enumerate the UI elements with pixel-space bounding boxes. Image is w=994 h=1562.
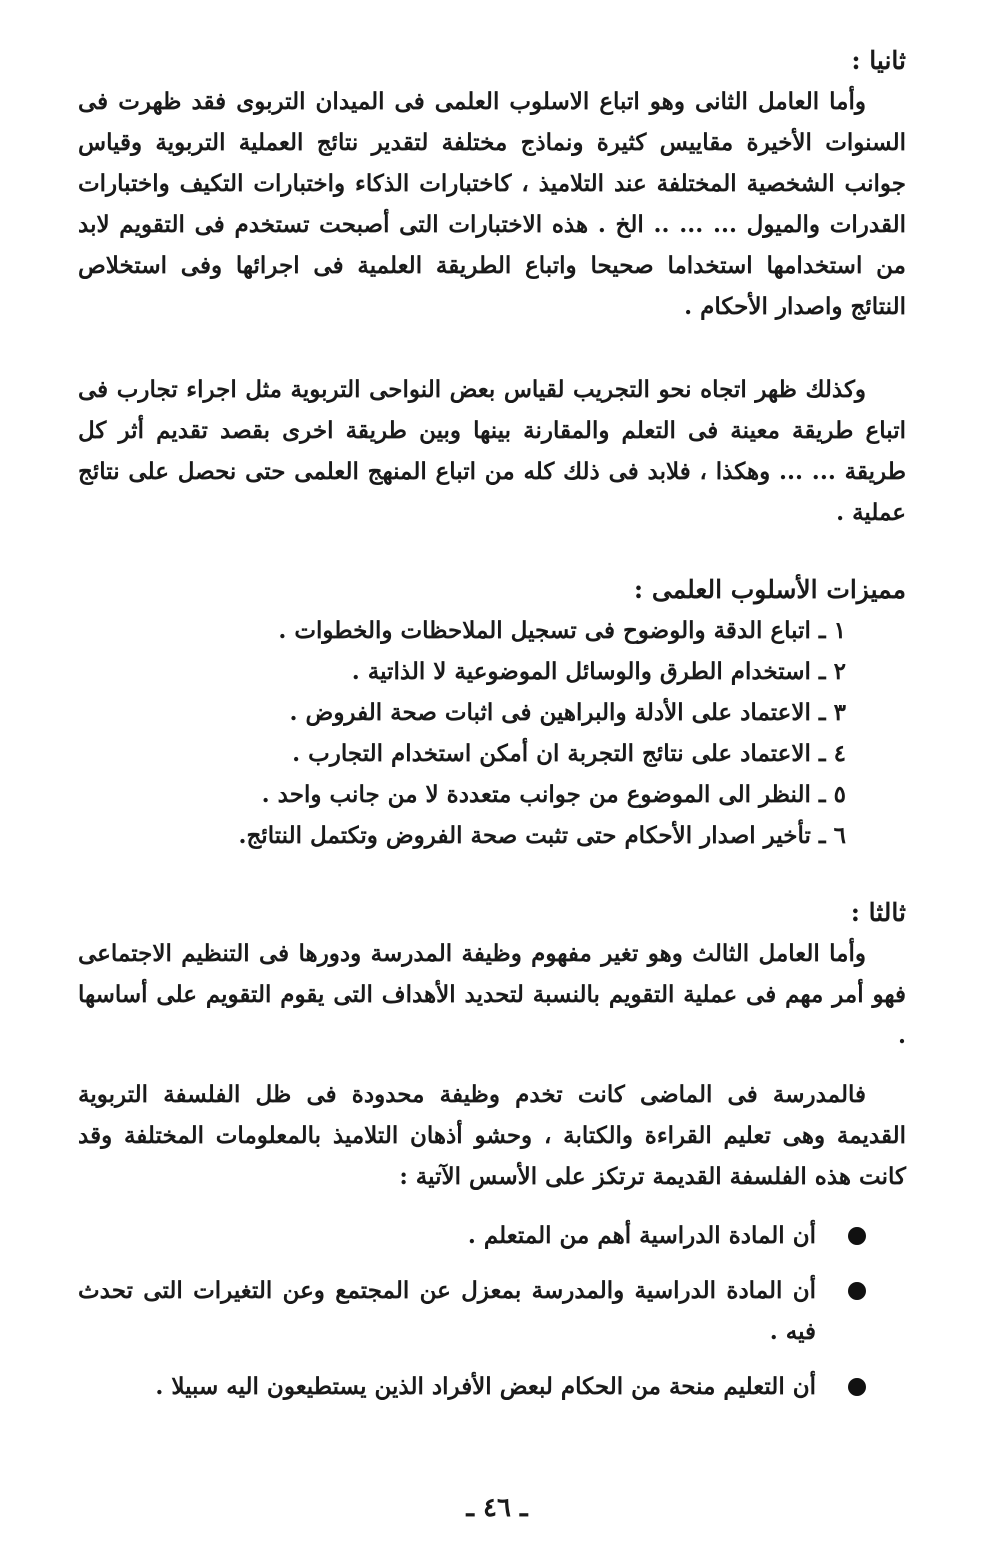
spacer [78, 1197, 906, 1215]
features-item: ٤ ـ الاعتماد على نتائج التجربة ان أمكن استخدام التجارب . [292, 740, 846, 767]
bullet-text: أن المادة الدراسية أهم من المتعلم . [467, 1222, 816, 1249]
bullet-item [78, 1366, 906, 1407]
section-third-heading: ثالثا : [850, 898, 906, 927]
bullet-text: أن التعليم منحة من الحكام لبعض الأفراد الذين يستطيعون اليه سبيلا . [155, 1373, 816, 1400]
spacer [78, 1056, 906, 1074]
features-item: ٦ ـ تأخير اصدار الأحكام حتى تثبت صحة الفروض وتكتمل النتائج. [238, 822, 846, 849]
section-third-paragraph-1: وأما العامل الثالث وهو تغير مفهوم وظيفة المدرسة ودورها فى التنظيم الاجتماعى فهو أمر مهم فى عملية التقويم بالنسبة لتحديد الأهداف التى يقوم التقويم على أساسها . [78, 940, 906, 1049]
section-second-paragraph-1: وأما العامل الثانى وهو اتباع الاسلوب العلمى فى الميدان التربوى فقد ظهرت فى السنوات الأخيرة مقاييس كثيرة ونماذج مختلفة لتقدير نتائج العملية التربوية وقياس جوانب الشخصية المختلفة عند التلاميذ ، كاختبارات الذكاء واختبارات التكيف واختبارات القدرات والميول ... ... .. الخ . هذه الاختبارات التى أصبحت تستخدم فى التقويم لابد من استخدامها استخداما صحيحا واتباع الطريقة العلمية فى اجرائها وفى استخلاص النتائج واصدار الأحكام . [78, 88, 906, 320]
spacer [78, 327, 906, 369]
section-second-paragraph-2: وكذلك ظهر اتجاه نحو التجريب لقياس بعض النواحى التربوية مثل اجراء تجارب فى اتباع طريقة معينة فى التعلم والمقارنة بينها وبين طريقة اخرى بقصد تقديم أثر كل طريقة ... ... وهكذا ، فلابد فى ذلك كله من اتباع المنهج العلمى حتى نحصل على نتائج عملية . [78, 376, 906, 526]
features-heading: مميزات الأسلوب العلمى : [633, 575, 906, 604]
spacer [78, 856, 906, 892]
section-third-paragraph-2: فالمدرسة فى الماضى كانت تخدم وظيفة محدودة فى ظل الفلسفة التربوية القديمة وهى تعليم القراءة والكتابة ، وحشو أذهان التلاميذ بالمعلومات المختلفة وقد كانت هذه الفلسفة القديمة ترتكز على الأسس الآتية : [78, 1081, 906, 1190]
spacer [78, 533, 906, 569]
bullet-item [78, 1215, 906, 1256]
bullet-icon [848, 1227, 866, 1245]
features-list [78, 610, 906, 856]
section-second-heading: ثانيا : [851, 46, 906, 75]
features-item: ٢ ـ استخدام الطرق والوسائل الموضوعية لا الذاتية . [351, 658, 846, 685]
features-item: ٣ ـ الاعتماد على الأدلة والبراهين فى اثبات صحة الفروض . [289, 699, 846, 726]
page-number: ـ ٤٦ ـ [466, 1493, 528, 1523]
bullet-icon [848, 1378, 866, 1396]
old-philosophy-list [78, 1215, 906, 1407]
features-item: ١ ـ اتباع الدقة والوضوح فى تسجيل الملاحظات والخطوات . [278, 617, 846, 644]
features-item: ٥ ـ النظر الى الموضوع من جوانب متعددة لا من جانب واحد . [261, 781, 846, 808]
bullet-item [78, 1270, 906, 1352]
bullet-icon [848, 1282, 866, 1300]
bullet-text: أن المادة الدراسية والمدرسة بمعزل عن المجتمع وعن التغيرات التى تحدث فيه . [78, 1277, 816, 1345]
